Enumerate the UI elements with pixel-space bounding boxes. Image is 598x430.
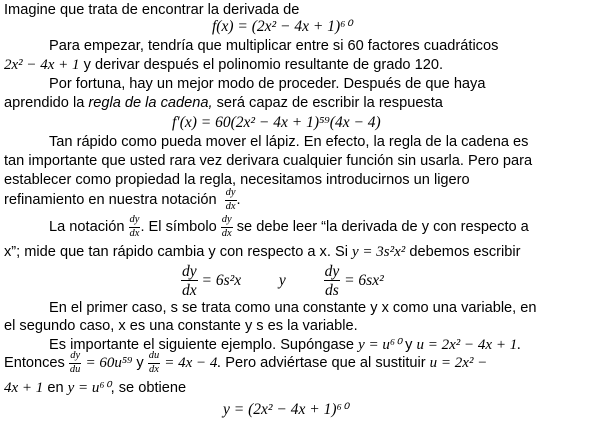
text-line-12: En el primer caso, s se trata como una constante y x como una variable, en	[49, 300, 537, 316]
text-line-15	[4, 347, 487, 379]
y-u60-math: y = u⁶⁰	[358, 337, 402, 353]
text-line-16-en: en	[43, 380, 68, 396]
text-line-4: Por fortuna, hay un mejor modo de proceder. Después de que haya	[49, 76, 486, 92]
text-line-7: tan importante que usted rara vez derivara cualquier función sin usarla. Pero para	[4, 153, 533, 169]
dy-dx-fraction: $\frac{dy}{dx}$	[225, 187, 236, 212]
text-line-10	[49, 211, 529, 243]
text-line-11-b: debemos escribir	[409, 244, 521, 260]
du-dx-result: = 4x − 4.	[164, 355, 222, 371]
text-line-5-end: será capaz de escribir la respuesta	[212, 95, 443, 111]
text-line-9: refinamiento en nuestra notación $\frac{dy}{dx}$ .	[4, 187, 241, 212]
text-line-16-b: , se obtiene	[110, 380, 187, 396]
text-line-10-c: se debe leer “la derivada de y con respecto a	[236, 219, 529, 235]
y-u60-math-2: y = u⁶⁰	[67, 380, 111, 396]
equation-y-composed: y = (2x² − 4x + 1)⁶⁰	[223, 401, 349, 418]
polynomial-tail-math: 4x + 1	[4, 380, 44, 396]
text-line-14-and: y	[401, 337, 417, 353]
dy-du-result: = 60u⁵⁹	[85, 355, 133, 371]
text-line-15-and: y	[136, 355, 144, 371]
dy-dx-fraction: $\frac{dy}{dx}$	[182, 262, 197, 300]
text-line-13: el segundo caso, x es una constante y s es la variable.	[4, 318, 358, 334]
partial-derivatives-equation	[181, 261, 384, 301]
text-line-3-rest: y derivar después el polinomio resultante de grado 120.	[79, 57, 444, 73]
text-line-11	[4, 244, 520, 260]
text-line-15-b: Pero adviértase que al sustituir	[221, 355, 430, 371]
result-dx: = 6s²x	[201, 272, 242, 289]
text-line-8: establecer como propiedad la regla, necesitamos introducirnos un ligero	[4, 172, 470, 188]
dy-dx-fraction: $\frac{dy}{dx}$	[129, 214, 140, 239]
text-line-10-b: . El símbolo	[140, 219, 217, 235]
text-line-5-start: aprendido la	[4, 95, 89, 111]
text-line-9-text: refinamiento en nuestra notación	[4, 192, 217, 208]
connector-y: y	[278, 272, 286, 289]
dy-dx-fraction: $\frac{dy}{dx}$	[221, 214, 232, 239]
text-line-5	[4, 95, 443, 111]
dy-du-fraction: $\frac{dy}{du}$	[69, 350, 81, 375]
text-line-10-a: La notación	[49, 219, 125, 235]
substitution-math: u = 2x² −	[429, 355, 488, 371]
equation-f: f(x) = (2x² − 4x + 1)⁶⁰	[212, 18, 352, 35]
equation-derivative: f′(x) = 60(2x² − 4x + 1)⁵⁹(4x − 4)	[172, 114, 381, 131]
polynomial-math: 2x² − 4x + 1	[4, 57, 80, 73]
text-line-3	[4, 57, 443, 73]
y-equals-math: y = 3s²x²	[352, 244, 406, 260]
text-line-16	[4, 380, 186, 396]
text-line-2: Para empezar, tendría que multiplicar entre si 60 factores cuadráticos	[49, 38, 499, 54]
u-polynomial-math: u = 2x² − 4x + 1.	[416, 337, 521, 353]
text-line-1: Imagine que trata de encontrar la derivada de	[4, 2, 300, 18]
du-dx-fraction: $\frac{du}{dx}$	[148, 350, 160, 375]
dy-ds-fraction: $\frac{dy}{ds}$	[324, 262, 340, 300]
chain-rule-term: regla de la cadena,	[88, 95, 213, 111]
text-line-11-a: x”; mide que tan rápido cambia y con respecto a x. Si	[4, 244, 348, 260]
text-line-15-a: Entonces	[4, 355, 65, 371]
text-line-6: Tan rápido como pueda mover el lápiz. En efecto, la regla de la cadena es	[49, 134, 529, 150]
text-line-14-a: Es importante el siguiente ejemplo. Supóngase	[49, 337, 359, 353]
result-ds: = 6sx²	[344, 272, 384, 289]
